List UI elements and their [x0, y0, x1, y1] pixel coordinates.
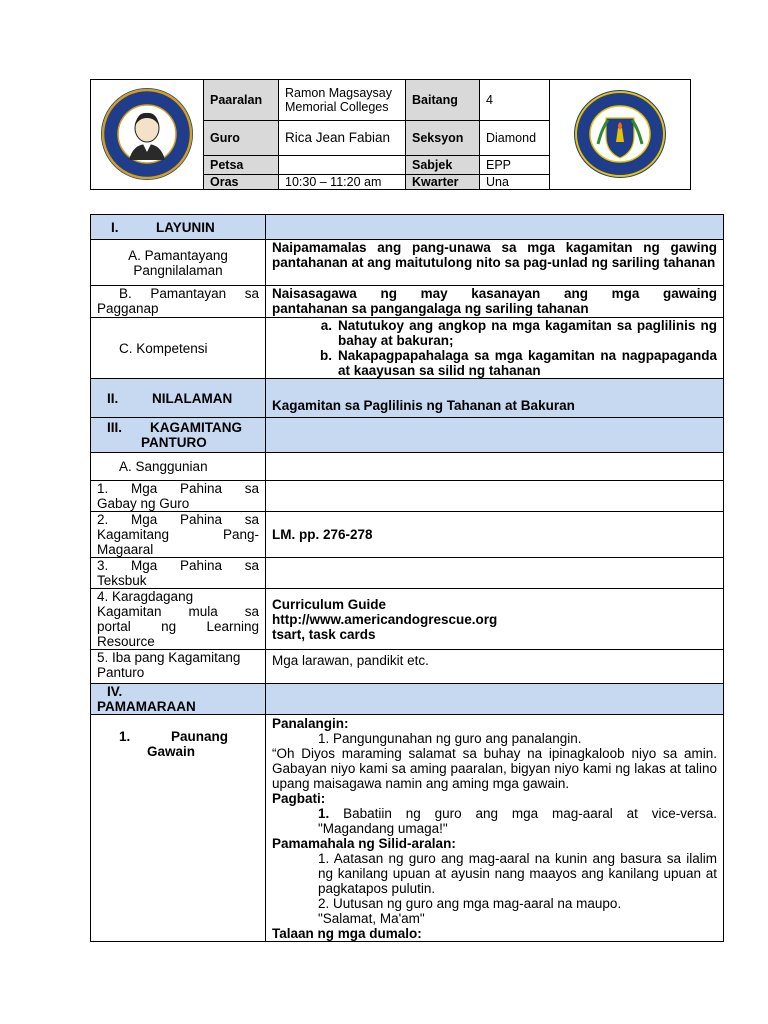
teacher-label: Guro: [204, 121, 279, 156]
panalangin-title: Panalangin:: [272, 716, 349, 731]
section-label: Seksyon: [406, 121, 480, 156]
pagbati-item: 1. Babatiin ng guro ang mga mag-aaral at vice-versa.: [318, 806, 717, 821]
kompetensi-item-number: a.: [320, 318, 332, 333]
section-heading-layunin-blank: [266, 215, 724, 240]
quarter-label: Kwarter: [406, 175, 480, 190]
college-logo-cell: [550, 80, 691, 190]
school-label: Paaralan: [204, 80, 279, 121]
nilalaman-value: Kagamitan sa Paglilinis ng Tahanan at Bakuran: [266, 379, 724, 418]
talaan-title: Talaan ng mga dumalo:: [272, 926, 422, 941]
teacher-value: Rica Jean Fabian: [279, 121, 406, 156]
kompetensi-label: C. Kompetensi: [91, 318, 266, 379]
kompetensi-item: [306, 348, 717, 378]
panalangin-item: 1. Pangungunahan ng guro ang panalangin.: [318, 731, 582, 746]
pamantayang-pangnilalaman-value: Naipamamalas ang pang-unawa sa mga kagamitan ng gawing pantahanan at ang maitutulong nito sa pag-unlad ng sariling tahanan: [266, 240, 724, 286]
grade-label: Baitang: [406, 80, 480, 121]
section-heading-kagamitan-blank: [266, 418, 724, 453]
subject-value: EPP: [480, 156, 550, 175]
section-heading-layunin: I. LAYUNIN: [91, 215, 266, 240]
kompetensi-item-number: b.: [320, 348, 332, 363]
gabay-guro-label: 1. Mga Pahina sa Gabay ng Guro: [91, 481, 266, 512]
pamamahala-item-1: 1. Aatasan ng guro ang mag-aaral na kunin ang basura sa ilalim ng kanilang upuan at ayusin nang maayos ang kanilang upuan at pagkatapos pulutin.: [318, 851, 717, 896]
pamamahala-item-2: 2. Uutusan ng guro ang mga mag-aaral na maupo.: [318, 896, 622, 911]
date-label: Petsa: [204, 156, 279, 175]
paunang-gawain-label: 1. Paunang Gawain: [91, 715, 266, 942]
pagbati-quote: "Magandang umaga!": [318, 821, 448, 836]
grade-value: 4: [480, 80, 550, 121]
pamamahala-title: Pamamahala ng Silid-aralan:: [272, 836, 456, 851]
lesson-plan-table: [90, 214, 724, 942]
section-heading-pamamaraan-blank: [266, 684, 724, 715]
pamantayang-pangnilalaman-label: A. Pamantayang Pangnilalaman: [91, 240, 266, 286]
kompetensi-item: [306, 318, 717, 348]
iba-pang-kagamitan-label: 5. Iba pang Kagamitang Panturo: [91, 650, 266, 684]
section-heading-pamamaraan: IV.PAMAMARAAN: [91, 684, 266, 715]
school-value: Ramon Magsaysay Memorial Colleges: [279, 80, 406, 121]
college-seal-logo: [572, 88, 668, 180]
kompetensi-item-text: Nakapagpapahalaga sa mga kagamitan na nagpapaganda at kaayusan sa silid ng tahanan: [338, 348, 717, 378]
teksbuk-value: [266, 558, 724, 589]
school-seal-logo: [99, 86, 195, 182]
kagamitang-mag-aaral-label: 2. Mga Pahina sa Kagamitang Pang- Magaaral: [91, 512, 266, 558]
kompetensi-list: [266, 318, 724, 379]
header-table: [90, 79, 691, 190]
subject-label: Sabjek: [406, 156, 480, 175]
paunang-gawain-content: [266, 715, 724, 942]
kompetensi-item-text: Natutukoy ang angkop na mga kagamitan sa paglilinis ng bahay at bakuran;: [338, 318, 717, 348]
date-value: [279, 156, 406, 175]
section-heading-kagamitan: III. KAGAMITANG PANTURO: [91, 418, 266, 453]
time-value: 10:30 – 11:20 am: [279, 175, 406, 190]
pamamahala-quote: "Salamat, Ma'am": [318, 911, 425, 926]
iba-pang-kagamitan-value: Mga larawan, pandikit etc.: [266, 650, 724, 684]
kagamitang-mag-aaral-value: LM. pp. 276-278: [266, 512, 724, 558]
quarter-value: Una: [480, 175, 550, 190]
prayer-text: “Oh Diyos maraming salamat sa buhay na ipinagkaloob niyo sa amin. Gabayan niyo kami sa aming paaralan, bigyan niyo kami ng lakas at talino upang maisagawa namin ang aming mga gawain.: [272, 746, 717, 791]
karagdagang-kagamitan-label: 4. Karagdagang Kagamitan mula sa portal ng Learning Resource: [91, 589, 266, 650]
section-value: Diamond: [480, 121, 550, 156]
teksbuk-label: 3. Mga Pahina sa Teksbuk: [91, 558, 266, 589]
karagdagang-kagamitan-value: Curriculum Guide http://www.americandogrescue.org tsart, task cards: [266, 589, 724, 650]
sanggunian-label: A. Sanggunian: [91, 453, 266, 481]
sanggunian-value: [266, 453, 724, 481]
pagbati-title: Pagbati:: [272, 791, 326, 806]
pamantayan-pagganap-label: B. Pamantayan sa Pagganap: [91, 286, 266, 318]
school-logo-cell: [91, 80, 204, 190]
pamantayan-pagganap-value: Naisasagawa ng may kasanayan ang mga gawaing pantahanan sa pangangalaga ng sariling tahanan: [266, 286, 724, 318]
time-label: Oras: [204, 175, 279, 190]
gabay-guro-value: [266, 481, 724, 512]
section-heading-nilalaman: II. NILALAMAN: [91, 379, 266, 418]
